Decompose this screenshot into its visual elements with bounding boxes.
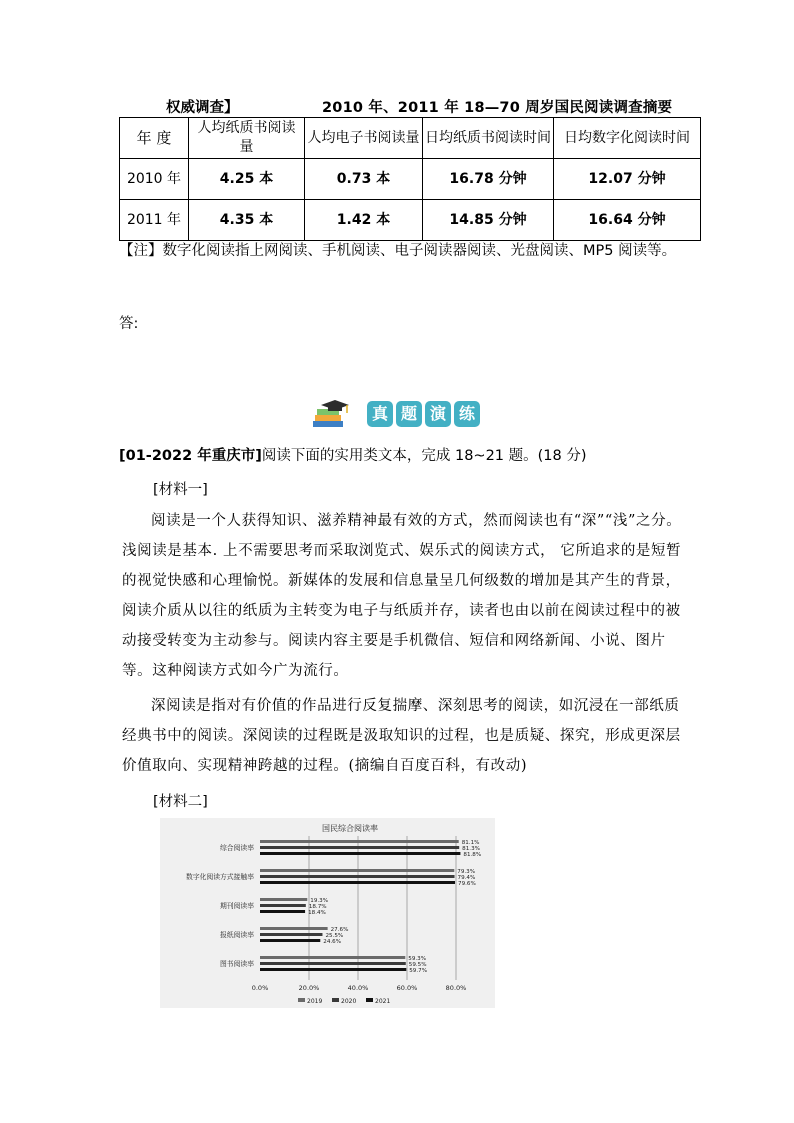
chart-bar <box>260 933 322 936</box>
column-header: 人均电子书阅读量 <box>305 118 423 159</box>
table-cell: 1.42 本 <box>305 200 423 241</box>
chart-category-label: 数字化阅读方式接触率 <box>186 873 254 881</box>
chart-category-label: 综合阅读率 <box>220 844 254 852</box>
section-label: 权威调查】 <box>166 100 239 116</box>
chart-category-label: 图书阅读率 <box>220 960 254 968</box>
chart-bar <box>260 898 307 901</box>
question-text: 阅读下面的实用类文本，完成 18~21 题。(18 分) <box>261 448 587 464</box>
chart-tick-label: 80.0% <box>445 984 467 992</box>
chart-bar <box>260 962 406 965</box>
question-header <box>119 444 587 465</box>
chart-legend-label: 2021 <box>375 998 391 1005</box>
chart-legend-swatch <box>366 998 373 1002</box>
chart-data-label: 24.6% <box>323 939 342 945</box>
chart-data-label: 25.5% <box>325 933 344 939</box>
books-graduation-icon <box>311 397 351 431</box>
chart-category-label: 报纸阅读率 <box>220 931 254 939</box>
table-cell: 14.85 分钟 <box>423 200 554 241</box>
chart-legend-label: 2020 <box>341 998 357 1005</box>
chart-data-label: 59.3% <box>408 956 427 962</box>
table-cell: 4.25 本 <box>189 159 305 200</box>
note-prefix: 【注】 <box>119 243 163 259</box>
chart-bar <box>260 956 405 959</box>
chart-tick-label: 0.0% <box>251 984 269 992</box>
chart-data-label: 18.7% <box>308 904 327 910</box>
chart-data-label: 81.1% <box>461 840 480 846</box>
chart-bar <box>260 910 305 913</box>
chart-data-label: 59.7% <box>409 968 428 974</box>
table-header-row <box>120 118 701 159</box>
chart-bar <box>260 869 454 872</box>
material2-label: [材料二] <box>153 794 208 810</box>
survey-table <box>119 117 701 241</box>
table-cell-year: 2011 年 <box>120 200 189 241</box>
chart-data-label: 19.3% <box>310 898 329 904</box>
chart-bar <box>260 904 306 907</box>
chart-data-label: 81.3% <box>462 846 480 852</box>
answer-label: 答: <box>119 316 139 332</box>
chart-legend-label: 2019 <box>307 998 323 1005</box>
chart-category-label: 期刊阅读率 <box>220 902 254 910</box>
table-title: 2010 年、2011 年 18—70 周岁国民阅读调查摘要 <box>322 100 673 116</box>
table-row <box>120 200 701 241</box>
chart-bar <box>260 852 460 855</box>
chart-tick-label: 20.0% <box>298 984 320 992</box>
chart-data-label: 79.4% <box>457 875 476 881</box>
note-text: 数字化阅读指上网阅读、手机阅读、电子阅读器阅读、光盘阅读、MP5 阅读等。 <box>162 243 677 259</box>
column-header: 日均纸质书阅读时间 <box>423 118 554 159</box>
chart-data-label: 59.5% <box>408 962 427 968</box>
table-note <box>119 241 689 262</box>
chart-data-label: 81.8% <box>463 852 482 858</box>
material1-paragraph-2: 深阅读是指对有价值的作品进行反复揣摩、深刻思考的阅读，如沉浸在一部纸质经典书中的阅读。深阅读的过程既是汲取知识的过程，也是质疑、探究，形成更深层价值取向、实现精神跨越的过程。(摘编自百度百科，有改动) <box>122 698 681 774</box>
badge-char: 演 <box>425 401 451 427</box>
chart-title: 国民综合阅读率 <box>322 824 378 833</box>
chart-bar <box>260 840 459 843</box>
material1-paragraph-1: 阅读是一个人获得知识、滋养精神最有效的方式，然而阅读也有“深”“浅”之分。浅阅读是基本. 上不需要思考而采取浏览式、娱乐式的阅读方式， 它所追求的是短暂的视觉快感和心理愉悦。新媒体的发展和信息量呈几何级数的增加是其产生的背景，阅读介质从以往的纸质为主转变为电子与纸质并存，读者也由以前在阅读过程中的被动接受转变为主动参与。阅读内容主要是手机微信、短信和网络新闻、小说、图片等。这种阅读方式如今广为流行。 <box>122 513 682 679</box>
chart-data-label: 18.4% <box>308 910 326 916</box>
chart-svg <box>160 818 495 1008</box>
column-header: 年 度 <box>120 118 189 159</box>
table-cell: 16.78 分钟 <box>423 159 554 200</box>
chart-bar <box>260 875 455 878</box>
chart-bar <box>260 927 328 930</box>
table-row <box>120 159 701 200</box>
table-cell: 12.07 分钟 <box>554 159 701 200</box>
table-cell: 0.73 本 <box>305 159 423 200</box>
badge-char: 真 <box>367 401 393 427</box>
column-header: 人均纸质书阅读量 <box>189 118 305 159</box>
material1-label: [材料一] <box>153 482 208 498</box>
badge-char: 题 <box>396 401 422 427</box>
chart-bar <box>260 939 320 942</box>
chart-bar <box>260 968 406 971</box>
badge-char: 练 <box>454 401 480 427</box>
chart-tick-label: 40.0% <box>347 984 369 992</box>
column-header: 日均数字化阅读时间 <box>554 118 701 159</box>
chart-bar <box>260 846 459 849</box>
chart-data-label: 27.6% <box>330 927 349 933</box>
chart-bar <box>260 881 455 884</box>
chart-data-label: 79.6% <box>458 881 476 887</box>
table-cell: 16.64 分钟 <box>554 200 701 241</box>
table-cell: 4.35 本 <box>189 200 305 241</box>
section-badge <box>311 397 483 431</box>
reading-rate-chart <box>160 818 495 1008</box>
table-cell-year: 2010 年 <box>120 159 189 200</box>
chart-legend-swatch <box>332 998 339 1002</box>
chart-data-label: 79.3% <box>457 869 476 875</box>
chart-tick-label: 60.0% <box>396 984 418 992</box>
question-source: [01-2022 年重庆市] <box>119 448 262 464</box>
chart-legend-swatch <box>298 998 305 1002</box>
